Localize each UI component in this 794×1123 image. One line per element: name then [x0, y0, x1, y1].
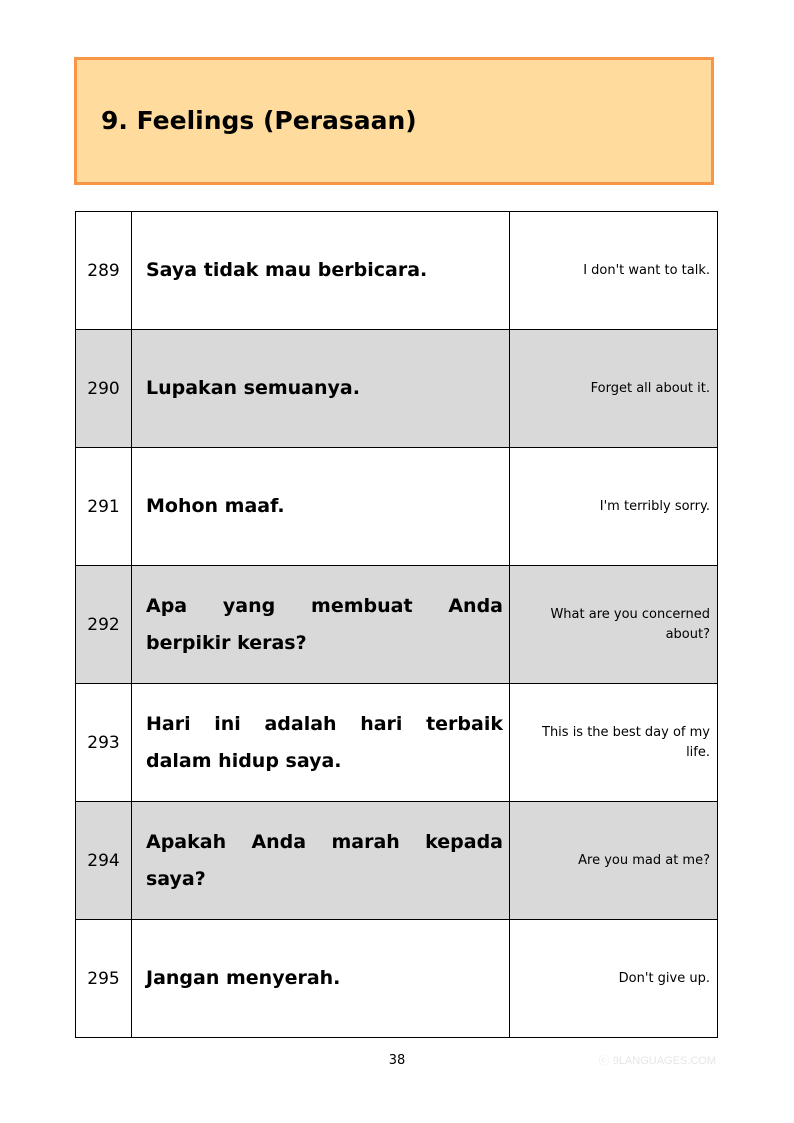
page-number: 38 [388, 1053, 406, 1068]
table-row [76, 330, 718, 448]
phrase-number: 291 [76, 448, 132, 566]
phrase-number: 292 [76, 566, 132, 684]
phrase-number: 293 [76, 684, 132, 802]
table-row [76, 684, 718, 802]
phrase-text: Hari ini adalah hari terbaik dalam hidup saya. [132, 684, 510, 802]
watermark: ⓒ 9LANGUAGES.COM [598, 1055, 716, 1067]
phrase-text: Apa yang membuat Anda berpikir keras? [132, 566, 510, 684]
chapter-header [74, 57, 714, 185]
phrase-number: 295 [76, 920, 132, 1038]
phrase-table [75, 211, 718, 1038]
phrase-number: 289 [76, 212, 132, 330]
table-row [76, 802, 718, 920]
phrase-translation: I'm terribly sorry. [510, 448, 718, 566]
phrase-translation: What are you concerned about? [510, 566, 718, 684]
phrase-translation: Are you mad at me? [510, 802, 718, 920]
phrase-translation: Don't give up. [510, 920, 718, 1038]
chapter-title: 9. Feelings (Perasaan) [101, 106, 417, 135]
table-row [76, 920, 718, 1038]
table-row [76, 566, 718, 684]
phrase-translation: This is the best day of my life. [510, 684, 718, 802]
phrase-text: Mohon maaf. [132, 448, 510, 566]
phrase-text: Apakah Anda marah kepada saya? [132, 802, 510, 920]
phrase-text: Lupakan semuanya. [132, 330, 510, 448]
phrase-number: 290 [76, 330, 132, 448]
phrase-number: 294 [76, 802, 132, 920]
table-row [76, 212, 718, 330]
phrase-text: Saya tidak mau berbicara. [132, 212, 510, 330]
phrase-translation: Forget all about it. [510, 330, 718, 448]
phrase-translation: I don't want to talk. [510, 212, 718, 330]
table-row [76, 448, 718, 566]
phrase-text: Jangan menyerah. [132, 920, 510, 1038]
